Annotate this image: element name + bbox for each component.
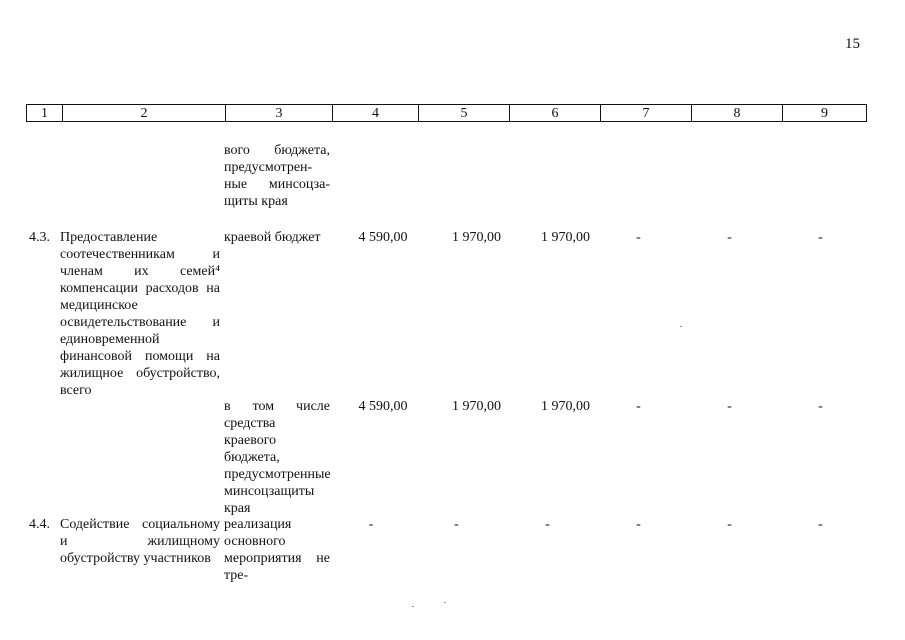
scan-speck: [680, 326, 682, 327]
scan-speck: [444, 602, 446, 603]
header-col-1: 1: [41, 106, 48, 121]
row-source: краевой бюджет: [224, 230, 321, 245]
row-col-9: -: [818, 399, 823, 414]
row-source: реализация основного мероприятия не тре-: [224, 517, 330, 583]
row-col-4: 4 590,00: [358, 399, 408, 414]
row-col-9: -: [818, 517, 823, 532]
row-col-6: -: [545, 517, 550, 532]
row-col-5: 1 970,00: [452, 399, 501, 414]
row-col-7: -: [636, 230, 641, 245]
row-col-4: 4 590,00: [358, 230, 408, 245]
table-header-row: [26, 104, 867, 122]
header-col-3: 3: [225, 105, 332, 121]
row-name: Содействие социальному и жилищному обустройству участников: [60, 517, 220, 566]
row-source: вого бюджета, предусмотрен- ные минсоцза- щиты края: [224, 143, 330, 209]
row-col-7: -: [636, 399, 641, 414]
header-col-7: 7: [600, 105, 691, 121]
header-col-4: 4: [332, 105, 418, 121]
row-col-8: -: [727, 399, 732, 414]
row-col-9: -: [818, 230, 823, 245]
scan-edge-artifact: [0, 0, 905, 3]
scan-speck: [412, 606, 414, 607]
row-col-5: -: [454, 517, 459, 532]
header-col-9: 9: [782, 105, 866, 121]
header-col-8: 8: [691, 105, 782, 121]
row-col-8: -: [727, 230, 732, 245]
row-col-4: -: [368, 517, 374, 532]
row-name: Предоставление соотечественникам и членам их семей⁴ компенсации расходов на медицинское освидетельствование и единовременной финансовой помощи на жилищное обустройство, всего: [60, 230, 220, 398]
row-number: 4.4.: [29, 517, 50, 532]
row-col-7: -: [636, 517, 641, 532]
header-col-5: 5: [418, 105, 509, 121]
row-col-5: 1 970,00: [452, 230, 501, 245]
row-number: 4.3.: [29, 230, 50, 245]
page-number: 15: [845, 36, 860, 52]
header-col-2: 2: [62, 105, 225, 121]
row-col-8: -: [727, 517, 732, 532]
row-col-6: 1 970,00: [541, 230, 590, 245]
header-col-6: 6: [509, 105, 600, 121]
row-col-6: 1 970,00: [541, 399, 590, 414]
row-source: в том числе средства краевого бюджета, предусмотренные минсоцзащиты края: [224, 399, 331, 516]
